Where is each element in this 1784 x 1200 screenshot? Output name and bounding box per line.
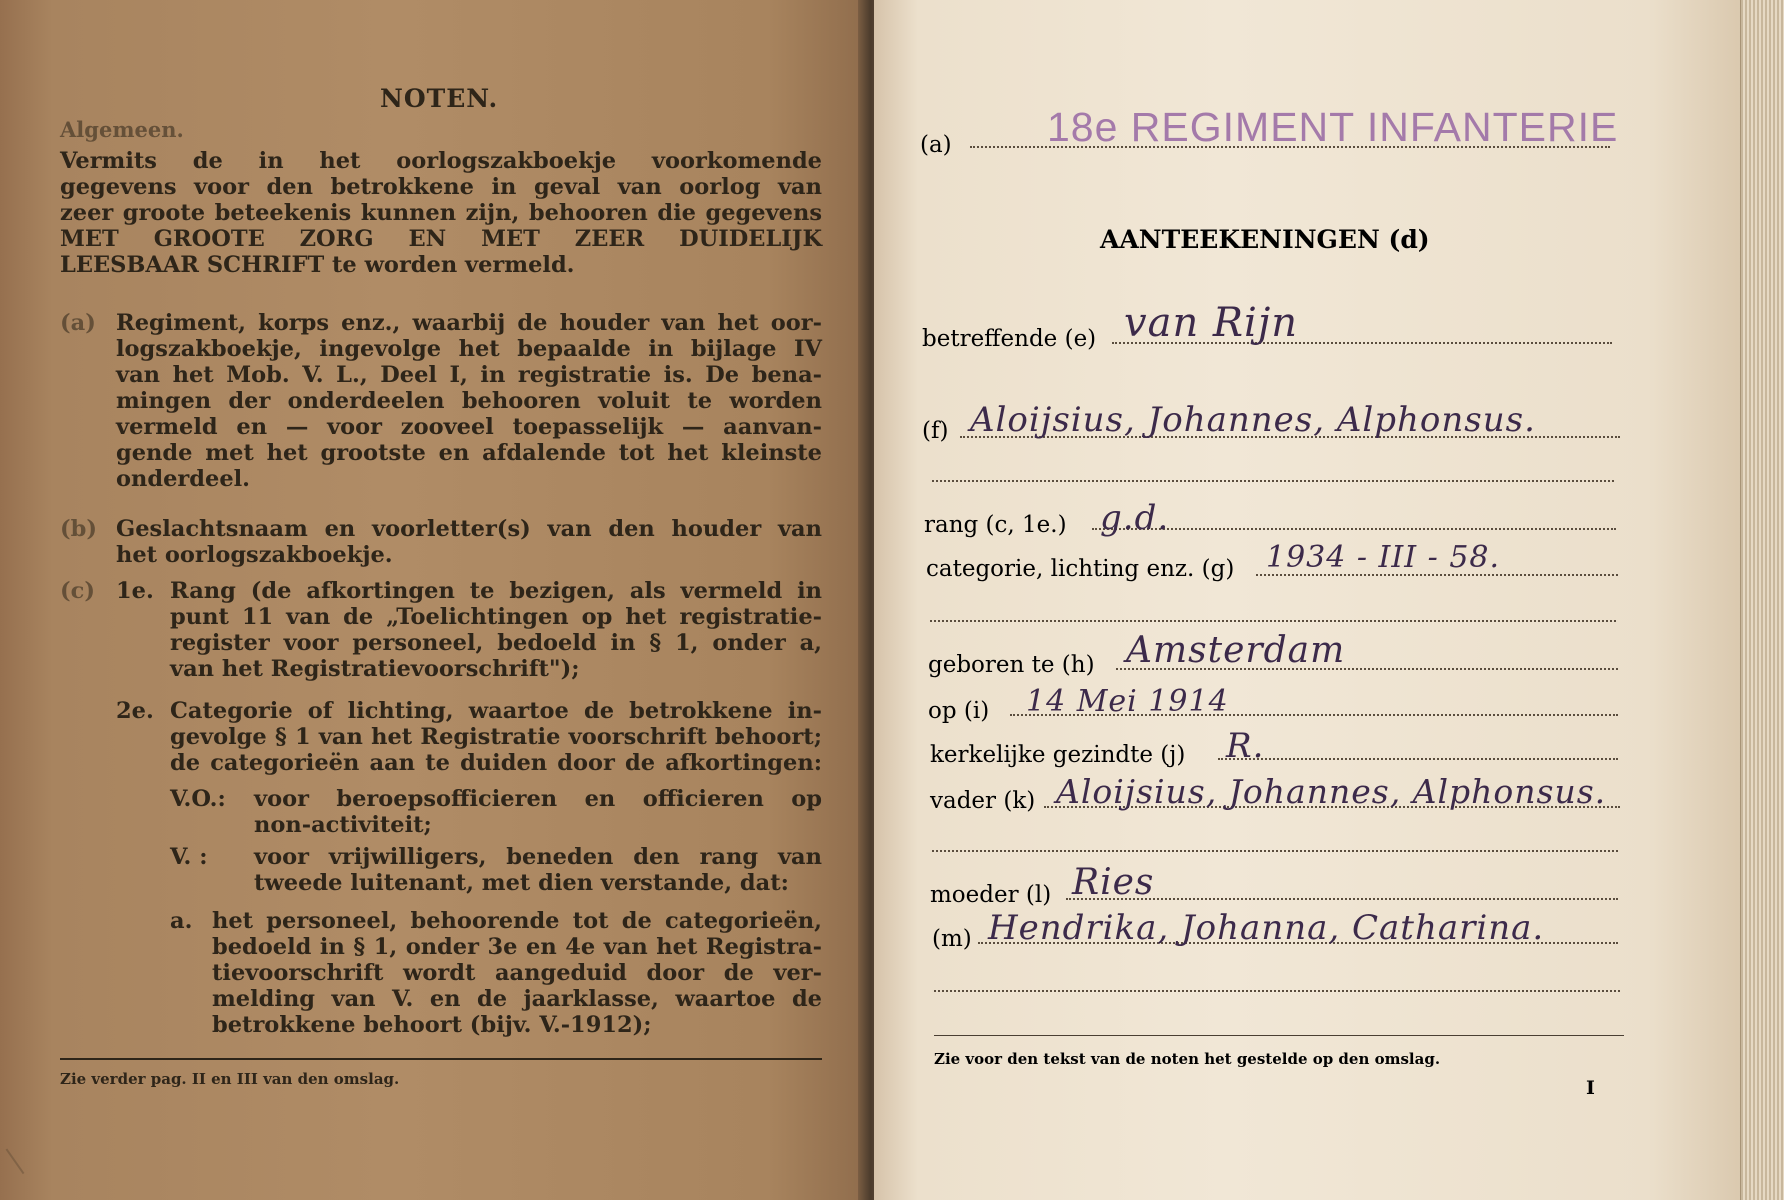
kerk-line	[1218, 758, 1618, 760]
note-c1-line: punt 11 van de „Toelichtingen op het registratie-	[170, 604, 822, 630]
intro-line: MET GROOTE ZORG EN MET ZEER DUIDELIJK	[60, 226, 822, 252]
kerk-value: R.	[1226, 726, 1265, 766]
note-a-line: vermeld en — voor zooveel toepasselijk — aanvan-	[116, 414, 822, 440]
m-value: Hendrika, Johanna, Catharina.	[988, 908, 1545, 948]
general-heading: Algemeen.	[60, 117, 184, 142]
betreffende-value: van Rijn	[1124, 300, 1298, 346]
aanteekeningen-title: AANTEEKENINGEN (d)	[1100, 225, 1430, 254]
vader-value: Aloijsius, Johannes, Alphonsus.	[1056, 772, 1607, 811]
page-number: I	[1586, 1077, 1595, 1099]
categorie-value: 1934 - III - 58.	[1266, 540, 1501, 575]
note-c2-line: Categorie of lichting, waartoe de betrokkene in-	[170, 698, 822, 724]
blank-line	[934, 990, 1620, 992]
note-c1-line: Rang (de afkortingen te bezigen, als vermeld in	[170, 578, 822, 604]
v-line: voor vrijwilligers, beneden den rang van	[254, 844, 822, 870]
a-label: a.	[170, 908, 193, 934]
note-c2-line: gevolge § 1 van het Registratie voorschrift behoort;	[170, 724, 822, 750]
rang-label: rang (c, 1e.)	[924, 512, 1067, 538]
intro-line: zeer groote beteekenis kunnen zijn, behooren die gegevens	[60, 200, 822, 226]
intro-line: gegevens voor den betrokkene in geval van oorlog van	[60, 174, 822, 200]
a-line: tievoorschrift wordt aangeduid door de ver-	[212, 960, 822, 986]
note-b-label: (b)	[60, 516, 98, 542]
page-corner-crease	[6, 1136, 43, 1174]
note-b-line: Geslachtsnaam en voorletter(s) van den houder van	[116, 516, 822, 542]
note-c-label: (c)	[60, 578, 95, 604]
m-label: (m)	[932, 926, 972, 952]
left-page	[0, 0, 872, 1200]
regiment-stamp: 18e REGIMENT INFANTERIE	[1047, 104, 1619, 150]
note-c1-label: 1e.	[116, 578, 154, 604]
a-line: bedoeld in § 1, onder 3e en 4e van het Registra-	[212, 934, 822, 960]
a-line: betrokkene behoort (bijv. V.-1912);	[212, 1012, 652, 1038]
v-line: tweede luitenant, met dien verstande, dat:	[254, 870, 789, 896]
rang-line	[1092, 528, 1616, 530]
vader-label: vader (k)	[930, 788, 1036, 814]
notes-title: NOTEN.	[380, 84, 499, 113]
rang-value: g.d.	[1100, 498, 1170, 538]
right-footer-note: Zie voor den tekst van de noten het gestelde op den omslag.	[934, 1050, 1441, 1068]
categorie-label: categorie, lichting enz. (g)	[926, 556, 1235, 582]
vo-line: voor beroepsofficieren en officieren op	[254, 786, 822, 812]
blank-line	[932, 850, 1618, 852]
intro-line: LEESBAAR SCHRIFT te worden vermeld.	[60, 252, 575, 278]
note-a-line: Regiment, korps enz., waarbij de houder van het oor-	[116, 310, 822, 336]
note-a-line: logszakboekje, ingevolge het bepaalde in bijlage IV	[116, 336, 822, 362]
note-c2-label: 2e.	[116, 698, 154, 724]
field-a-label: (a)	[920, 132, 952, 158]
page-block-edge	[1740, 0, 1784, 1200]
note-a-line: gende met het grootste en afdalende tot het kleinste	[116, 440, 822, 466]
op-label: op (i)	[928, 698, 990, 724]
blank-line	[932, 480, 1614, 482]
kerk-label: kerkelijke gezindte (j)	[930, 742, 1186, 768]
vo-line: non-activiteit;	[254, 812, 432, 838]
note-a-line: onderdeel.	[116, 466, 251, 492]
op-value: 14 Mei 1914	[1026, 684, 1229, 719]
note-c1-line: van het Registratievoorschrift");	[170, 656, 580, 682]
f-value: Aloijsius, Johannes, Alphonsus.	[970, 400, 1536, 440]
betreffende-label: betreffende (e)	[922, 326, 1097, 352]
left-footer-note: Zie verder pag. II en III van den omslag.	[60, 1070, 400, 1088]
note-c2-line: de categorieën aan te duiden door de afkortingen:	[170, 750, 822, 776]
moeder-label: moeder (l)	[930, 882, 1052, 908]
note-a-line: van het Mob. V. L., Deel I, in registratie is. De bena-	[116, 362, 822, 388]
note-a-label: (a)	[60, 310, 96, 336]
a-line: het personeel, behoorende tot de categorieën,	[212, 908, 822, 934]
a-line: melding van V. en de jaarklasse, waartoe de	[212, 986, 822, 1012]
f-label: (f)	[922, 418, 949, 444]
intro-line: Vermits de in het oorlogszakboekje voorkomende	[60, 148, 822, 174]
right-footer-rule	[934, 1035, 1624, 1036]
note-a-line: mingen der onderdeelen behooren voluit te worden	[116, 388, 822, 414]
note-c1-line: register voor personeel, bedoeld in § 1, onder a,	[170, 630, 822, 656]
geboren-value: Amsterdam	[1126, 630, 1346, 671]
vo-label: V.O.:	[170, 786, 226, 812]
footer-rule	[60, 1058, 822, 1060]
geboren-label: geboren te (h)	[928, 652, 1095, 678]
note-b-line: het oorlogszakboekje.	[116, 542, 393, 568]
right-page	[874, 0, 1754, 1200]
moeder-value: Ries	[1072, 862, 1155, 903]
blank-line	[930, 620, 1616, 622]
v-label: V. :	[170, 844, 208, 870]
